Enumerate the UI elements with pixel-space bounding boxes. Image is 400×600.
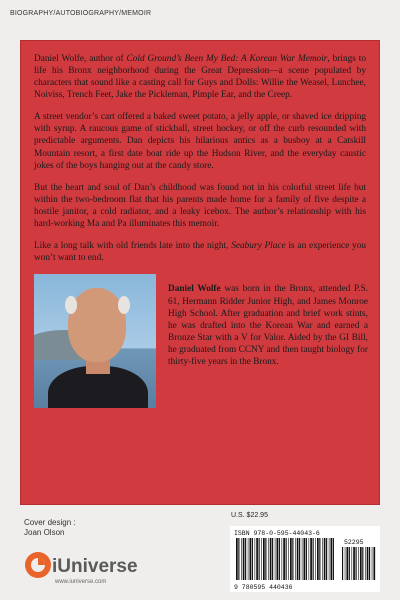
author-name: Daniel Wolfe [168, 284, 221, 295]
blurb-text: is an experience you won’t want to end. [34, 241, 366, 264]
cover-credit [24, 518, 76, 539]
author-bio-text: was born in the Bronx, attended P.S. 61, Hermann Ridder Junior High, and James Monroe High School. After graduation and brief work stints, he was drafted into the Korean War and earned a Bronze Star with a V for Valor. Aided by the GI Bill, he graduated from CCNY and then taught biology for thirty-five years in the Bronx. [168, 284, 368, 367]
back-cover-panel [20, 40, 380, 505]
isbn-barcode [230, 526, 380, 592]
blurb-text: , brings to life his Bronx neighborhood during the Great Depression—a scene populated by characters that sound like a casting call for Guys and Dolls: Willie the Weasel, Lunchee, Noiviss, Trench Feet, Jake the Pickleman, Pimple Ear, and the Creep. [34, 54, 366, 101]
price-label: U.S. $22.95 [231, 512, 268, 519]
publisher-url: www.iuniverse.com [55, 579, 107, 585]
blurb-paragraph-2: A street vendor’s cart offered a baked sweet potato, a jelly apple, or shaved ice dripping with syrup. A raucous game of stickball, street hockey, or off the curb resounded with predictable arguments. Dan depicts his hilarious antics as a busboy at a Catskill Mountain resort, a first date boat ride up the Hudson River, and the everyday caustic jokes of the boys hanging out at the candy store. [34, 112, 366, 171]
publisher-logo [22, 548, 162, 588]
author-bio [168, 283, 368, 368]
book-title-italic: Cold Ground’s Been My Bed: A Korean War Memoir [126, 54, 328, 64]
book-title-italic: Seabury Place [231, 241, 286, 252]
genre-label: BIOGRAPHY/AUTOBIOGRAPHY/MEMOIR [10, 10, 152, 17]
blurb-paragraph-4 [34, 240, 366, 264]
author-bio-section [34, 274, 366, 414]
blurb-text: Like a long talk with old friends late into the night, [34, 241, 232, 252]
blurb-paragraph-3: But the heart and soul of Dan’s childhood was found not in his colorful street life but within the two-bedroom flat that his parents made home for a family of five despite a hostile janitor, a cold radiator, and a leaky icebox. The author’s relationship with his hard-working Ma and Pa illuminates this memoir. [34, 182, 366, 229]
blurb-text: Daniel Wolfe, author of [34, 54, 127, 64]
publisher-name: iUniverse [52, 556, 138, 577]
cover-designer-name: Joan Olson [24, 528, 65, 538]
author-photo [34, 274, 156, 408]
barcode-digits: 9 780595 440436 [234, 584, 293, 591]
blurb-paragraph-1 [34, 53, 366, 101]
cover-credit-label: Cover design : [24, 518, 76, 527]
isbn-addon-number: 52295 [344, 539, 364, 546]
isbn-number: ISBN 978-0-595-44043-6 [234, 530, 320, 537]
